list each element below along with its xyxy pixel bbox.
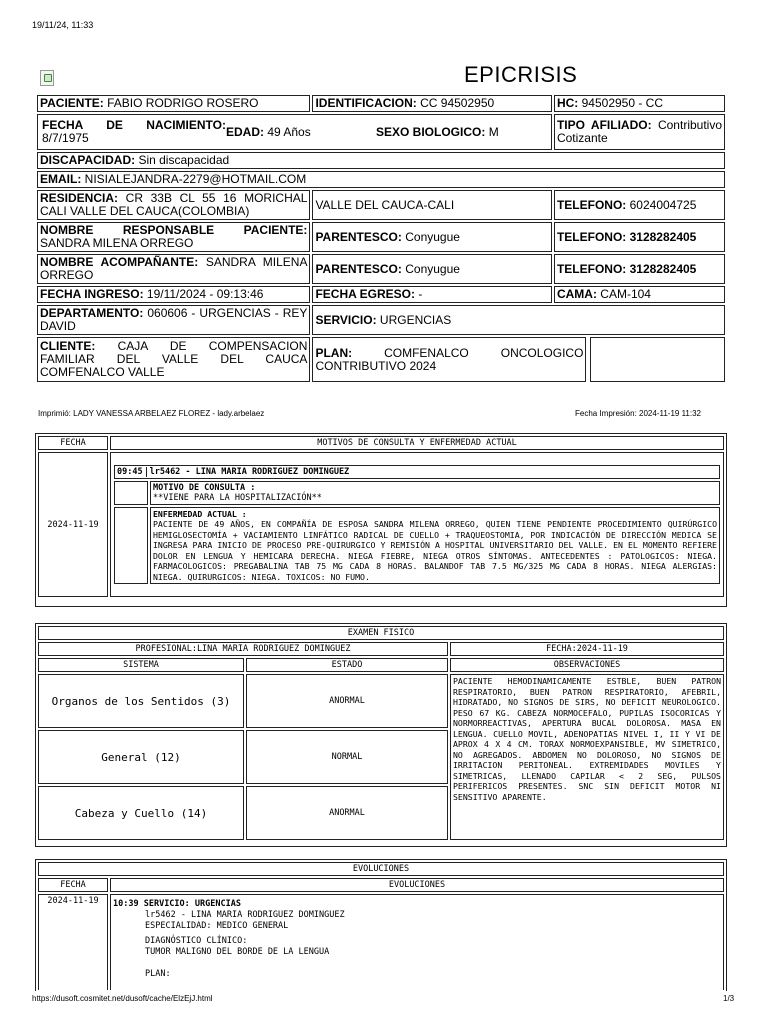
companion-phone: TELEFONO: 3128282405 (554, 254, 725, 284)
department-cell: DEPARTAMENTO: 060606 - URGENCIAS - REY DAVID (37, 305, 310, 335)
discharge-date: - (418, 287, 423, 301)
illness-text: PACIENTE DE 49 AÑOS, EN COMPAÑÍA DE ESPOSA SANDRA MILENA ORREGO, QUIEN TIENE PENDIENTE PROCEDIMIENTO QUIRÚRGICO HEMIGLOSECTOMÍA + VACIAMIENTO LINFÁTICO RADICAL DE CUELLO + TRAQUEOSTOMIA, POR INDICACIÓN DE DIRECCIÓN MEDICA SE INGRESA PARA INICIO DE PROCESO PRE-QUIRURGICO Y REMISIÓN A HOSPITAL UNIVERSITARIO DEL VALLE. EN EL MOMENTO REFIERE DOLOR EN LENGUA Y HEMICARA DERECHA. NIEGA FIEBRE, NIEGA OTROS SÍNTOMAS. ANTECEDENTES : PATOLOGICOS: NIEGA. FARMACOLOGICOS: PREGABALINA TAB 75 MG CADA 8 HORAS. BALANDOF TAB 7.5 MG/325 MG CADA 8 HORAS. NIEGA ALERGIAS: NIEGA. QUIRURGICOS: NIEGA. TOXICOS: NO FUMO. (153, 519, 717, 582)
exam-state: ANORMAL (246, 786, 448, 840)
birth-date: 8/7/1975 (42, 131, 89, 145)
exam-date: FECHA:2024-11-19 (450, 642, 724, 656)
motivos-date-header: FECHA (38, 436, 108, 450)
row-department (37, 305, 725, 335)
patient-header-table (35, 93, 727, 384)
patient-hc: 94502950 - CC (581, 96, 664, 110)
row-birth (37, 114, 725, 150)
logo-image-icon (40, 70, 54, 86)
patient-id: CC 94502950 (420, 96, 495, 110)
evolutions-col-date: FECHA (38, 878, 108, 892)
motivos-doctor: lr5462 - LINA MARIA RODRIGUEZ DOMINGUEZ (149, 466, 350, 477)
reason-cell: MOTIVO DE CONSULTA : **VIENE PARA LA HOSPITALIZACIÓN** (150, 481, 720, 505)
row-client (37, 337, 725, 382)
evolution-entry (110, 894, 724, 990)
birth-date-block: FECHA DE NACIMIENTO: 8/7/1975 (42, 118, 226, 145)
exam-system: Organos de los Sentidos (3) (38, 674, 244, 728)
exam-professional: PROFESIONAL:LINA MARIA RODRIGUEZ DOMINGUEZ (38, 642, 448, 656)
phone-cell: TELEFONO: 6024004725 (554, 190, 725, 220)
client-cell: CLIENTE: CAJA DE COMPENSACION FAMILIAR DEL VALLE DEL CAUCA COMFENALCO VALLE (37, 337, 310, 382)
printed-by: Imprimió: LADY VANESSA ARBELAEZ FLOREZ - lady.arbelaez (38, 409, 265, 418)
row-disability (37, 152, 725, 169)
city: VALLE DEL CAUCA-CALI (312, 190, 552, 220)
companion-relation: Conyugue (405, 261, 460, 276)
evolution-service: SERVICIO: URGENCIAS (143, 899, 241, 909)
admission-date: 19/11/2024 - 09:13:46 (146, 287, 264, 301)
exam-col-system: SISTEMA (38, 658, 244, 672)
page-url: https://dusoft.cosmitet.net/dusoft/cache/ElzEjJ.html (32, 994, 213, 1003)
exam-section (35, 623, 727, 847)
row-companion (37, 254, 725, 284)
age: 49 Años (267, 124, 311, 139)
page-number: 1/3 (723, 994, 735, 1003)
exam-row (38, 674, 724, 728)
responsible-relation-cell: PARENTESCO: Conyugue (312, 222, 552, 252)
department: 060606 - URGENCIAS - REY DAVID (40, 306, 308, 333)
evolutions-col-title: EVOLUCIONES (110, 878, 724, 892)
patient-hc-cell: HC: 94502950 - CC (554, 95, 725, 112)
evolutions-section (35, 859, 727, 991)
motivos-title-header: MOTIVOS DE CONSULTA Y ENFERMEDAD ACTUAL (110, 436, 724, 450)
exam-col-observations: OBSERVACIONES (450, 658, 724, 672)
affiliate-type: Contributivo Cotizante (556, 118, 722, 145)
responsible-phone: TELEFONO: 3128282405 (554, 222, 725, 252)
exam-state: ANORMAL (246, 674, 448, 728)
service-cell: SERVICIO: URGENCIAS (312, 305, 725, 335)
residence-cell: RESIDENCIA: CR 33B CL 55 16 MORICHAL CALI VALLE DEL CAUCA(COLOMBIA) (37, 190, 310, 220)
plan-cell: PLAN: COMFENALCO ONCOLOGICO CONTRIBUTIVO 2024 (312, 337, 586, 382)
responsible-relation: Conyugue (405, 229, 460, 244)
motivos-section (35, 433, 727, 607)
motivos-doctor-line (114, 465, 720, 479)
patient-name-cell: PACIENTE: FABIO RODRIGO ROSERO (37, 95, 310, 112)
plan-empty-cell (590, 337, 725, 382)
exam-system: Cabeza y Cuello (14) (38, 786, 244, 840)
row-responsible (37, 222, 725, 252)
evolutions-title: EVOLUCIONES (38, 862, 724, 876)
evolution-doctor: lr5462 - LINA MARIA RODRIGUEZ DOMINGUEZ (145, 910, 345, 920)
sex-block: SEXO BIOLOGICO: M (376, 124, 499, 139)
bed: CAM-104 (600, 287, 651, 301)
companion-cell: NOMBRE ACOMPAÑANTE: SANDRA MILENA ORREGO (37, 254, 310, 284)
companion-relation-cell: PARENTESCO: Conyugue (312, 254, 552, 284)
row-patient (37, 95, 725, 112)
exam-title: EXAMEN FISICO (38, 626, 724, 640)
responsible-cell: NOMBRE RESPONSABLE PACIENTE: SANDRA MILENA ORREGO (37, 222, 310, 252)
admission-cell: FECHA INGRESO: 19/11/2024 - 09:13:46 (37, 286, 310, 303)
reason-text: **VIENE PARA LA HOSPITALIZACIÓN** (153, 492, 322, 503)
discharge-cell: FECHA EGRESO: - (312, 286, 552, 303)
plan-title: PLAN: (145, 969, 171, 979)
plan: COMFENALCO ONCOLOGICO CONTRIBUTIVO 2024 (315, 345, 584, 373)
row-residence (37, 190, 725, 220)
patient-id-cell: IDENTIFICACION: CC 94502950 (312, 95, 552, 112)
exam-system: General (12) (38, 730, 244, 784)
print-timestamp: 19/11/24, 11:33 (32, 20, 94, 30)
evolution-date: 2024-11-19 (38, 894, 108, 990)
exam-state: NORMAL (246, 730, 448, 784)
age-block: EDAD: 49 Años (226, 124, 311, 139)
companion-name: SANDRA MILENA ORREGO (40, 255, 308, 282)
diagnosis-title: DIAGNÓSTICO CLÍNICO: (145, 936, 248, 946)
phone: 6024004725 (629, 197, 697, 212)
print-date: Fecha Impresión: 2024-11-19 11:32 (575, 409, 702, 418)
motivos-date: 2024-11-19 (38, 452, 108, 597)
residence: CR 33B CL 55 16 MORICHAL CALI VALLE DEL CAUCA(COLOMBIA) (40, 191, 308, 218)
document-title: EPICRISIS (464, 62, 578, 87)
email: NISIALEJANDRA-2279@HOTMAIL.COM (84, 172, 307, 186)
row-email (37, 171, 725, 188)
evolution-time: 10:39 (113, 899, 139, 909)
responsible-name: SANDRA MILENA ORREGO (40, 236, 194, 250)
service: URGENCIAS (379, 312, 452, 327)
disability: Sin discapacidad (138, 153, 230, 167)
sex: M (488, 124, 499, 139)
evolution-specialty: ESPECIALIDAD: MEDICO GENERAL (145, 921, 289, 931)
exam-observations: PACIENTE HEMODINAMICAMENTE ESTBLE, BUEN PATRON RESPIRATORIO, BUEN PATRON RESPIRATORIO, AFEBRIL, HIDRATADO, NO SIGNOS DE SIRS, NO DEFICIT NEUROLOGICO. PESO 67 KG. CABEZA NORMOCEFALO, PUPILAS ISOCORICAS Y NORMORREACTIVAS, APERTURA BUCAL DOLOROSA. MASA EN LENGUA. CUELLO MOVIL, ADENOPATIAS NIVEL I, II Y VI DE APROX 4 X 4 CM. TORAX NORMOEXPANSIBLE, MV SIMETRICO, NO AGREGADOS. ABDOMEN NO DOLOROSO, NO SIGNOS DE IRRITACION PERITONEAL. EXTREMIDADES MOVILES Y SIMETRICAS, LLENADO CAPILAR < 2 SEG, PULSOS PERIFERICOS PRESENTES. SNC SIN DEFICIT MOTOR NI SENSITIVO APARENTE. (450, 674, 724, 840)
client: CAJA DE COMPENSACION FAMILIAR DEL VALLE DEL CAUCA COMFENALCO VALLE (40, 339, 308, 379)
illness-cell: ENFERMEDAD ACTUAL : PACIENTE DE 49 AÑOS, EN COMPAÑÍA DE ESPOSA SANDRA MILENA ORREGO, QUIEN TIENE PENDIENTE PROCEDIMIENTO QUIRÚRGICO HEMIGLOSECTOMÍA + VACIAMIENTO LINFÁTICO RADICAL DE CUELLO + TRAQUEOSTOMIA, POR INDICACIÓN DE DIRECCIÓN MEDICA SE INGRESA PARA INICIO DE PROCESO PRE-QUIRURGICO Y REMISIÓN A HOSPITAL UNIVERSITARIO DEL VALLE. EN EL MOMENTO REFIERE DOLOR EN LENGUA Y HEMICARA DERECHA. NIEGA FIEBRE, NIEGA OTROS SÍNTOMAS. ANTECEDENTES : PATOLOGICOS: NIEGA. FARMACOLOGICOS: PREGABALINA TAB 75 MG CADA 8 HORAS. BALANDOF TAB 7.5 MG/325 MG CADA 8 HORAS. NIEGA ALERGIAS: NIEGA. QUIRURGICOS: NIEGA. TOXICOS: NO FUMO. (150, 507, 720, 585)
row-dates (37, 286, 725, 303)
bed-cell: CAMA: CAM-104 (554, 286, 725, 303)
diagnosis: TUMOR MALIGNO DEL BORDE DE LA LENGUA (145, 947, 330, 957)
patient-name: FABIO RODRIGO ROSERO (107, 96, 259, 110)
exam-col-state: ESTADO (246, 658, 448, 672)
motivos-time: 09:45 (117, 466, 143, 477)
disability-cell: DISCAPACIDAD: Sin discapacidad (37, 152, 725, 169)
affiliate-cell: TIPO AFILIADO: Contributivo Cotizante (554, 114, 725, 150)
email-cell: EMAIL: NISIALEJANDRA-2279@HOTMAIL.COM (37, 171, 725, 188)
